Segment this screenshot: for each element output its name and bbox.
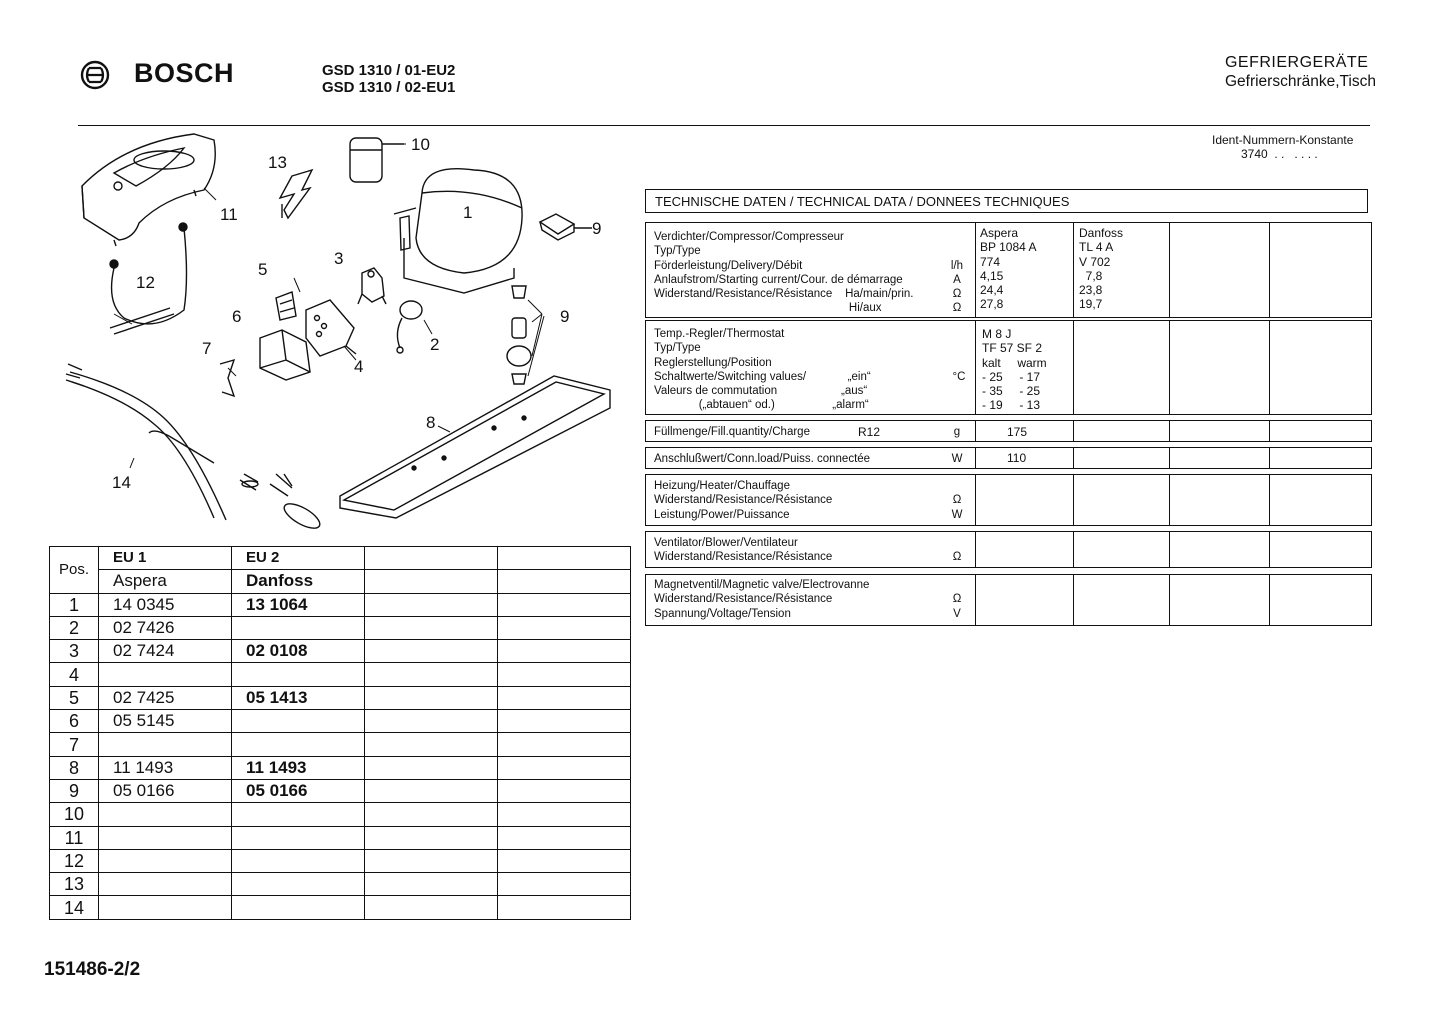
row-col-4	[498, 593, 631, 616]
row-pos: 5	[50, 686, 99, 709]
parts-table-body	[50, 593, 631, 919]
row-eu1-part-number	[99, 826, 232, 849]
row-eu2-part-number	[232, 873, 365, 896]
part-10-capacitor	[350, 138, 404, 182]
row-pos: 6	[50, 710, 99, 733]
row-pos: 7	[50, 733, 99, 756]
svg-text:9: 9	[560, 307, 570, 326]
part-1-compressor	[394, 169, 522, 293]
parts-table-row	[50, 593, 631, 616]
row-col-3	[365, 640, 498, 663]
parts-table-row	[50, 616, 631, 639]
row-eu2-part-number	[232, 616, 365, 639]
compressor-units: l/h A Ω Ω	[950, 259, 964, 315]
row-col-3	[365, 896, 498, 919]
row-pos: 10	[50, 803, 99, 826]
row-eu1-part-number	[99, 733, 232, 756]
row-col-3	[365, 616, 498, 639]
document-number: 151486-2/2	[44, 959, 141, 980]
col-header-eu2: EU 2	[232, 547, 365, 570]
part-8-base-rail	[340, 376, 610, 518]
row-pos: 3	[50, 640, 99, 663]
parts-table-row	[50, 756, 631, 779]
tech-data-title: TECHNISCHE DATEN / TECHNICAL DATA / DONNEES TECHNIQUES	[645, 189, 1368, 213]
model-numbers	[322, 62, 455, 96]
parts-table-row	[50, 663, 631, 686]
row-eu1-part-number	[99, 663, 232, 686]
model-line-2: GSD 1310 / 02-EU1	[322, 79, 456, 96]
row-eu1-part-number: 02 7424	[99, 640, 232, 663]
row-eu1-part-number	[99, 873, 232, 896]
row-col-4	[498, 896, 631, 919]
svg-text:4: 4	[354, 357, 364, 376]
row-eu2-part-number	[232, 710, 365, 733]
heater-section	[645, 474, 1372, 526]
parts-table	[49, 546, 631, 920]
valve-units: Ω V	[952, 593, 962, 620]
row-col-3	[365, 849, 498, 872]
row-eu2-part-number	[232, 803, 365, 826]
part-2-overload	[397, 301, 422, 353]
ident-value: 3740 . . . . . .	[1241, 147, 1318, 161]
brand-name: BOSCH	[134, 58, 235, 88]
col-subheader-3	[365, 570, 498, 593]
model-line-1: GSD 1310 / 01-EU2	[322, 62, 456, 79]
compressor-section	[645, 222, 1372, 318]
part-4-terminal-cover	[306, 300, 356, 356]
row-col-3	[365, 593, 498, 616]
parts-table-row	[50, 640, 631, 663]
svg-text:5: 5	[258, 260, 268, 279]
parts-table-row	[50, 710, 631, 733]
part-7-clip	[220, 360, 234, 396]
parts-table-row	[50, 686, 631, 709]
row-pos: 11	[50, 826, 99, 849]
row-col-4	[498, 616, 631, 639]
connected-load-unit: W	[951, 453, 963, 465]
fill-quantity-label: Füllmenge/Fill.quantity/Charge	[654, 426, 810, 438]
row-col-4	[498, 663, 631, 686]
row-eu2-part-number: 05 1413	[232, 686, 365, 709]
col-subheader-eu1: Aspera	[99, 570, 232, 593]
parts-table-row	[50, 803, 631, 826]
blower-labels: Ventilator/Blower/Ventilateur Widerstand/Resistance/Résistance	[654, 537, 833, 564]
part-13-clip	[280, 170, 312, 218]
thermostat-labels: Temp.-Regler/Thermostat Typ/Type Reglerstellung/Position Schaltwerte/Switching values/ „ein“ Valeurs de commutation „aus“ („abtauen“ od.) „alarm“	[654, 328, 871, 412]
row-col-3	[365, 663, 498, 686]
valve-labels: Magnetventil/Magnetic valve/Electrovanne Widerstand/Resistance/Résistance Spannung/Voltage/Tension	[654, 579, 870, 620]
row-col-4	[498, 826, 631, 849]
svg-text:12: 12	[136, 273, 155, 292]
row-col-4	[498, 849, 631, 872]
part-3-relay	[358, 268, 386, 304]
row-col-4	[498, 803, 631, 826]
exploded-parts-drawing	[44, 128, 644, 540]
magnetic-valve-section	[645, 574, 1372, 626]
row-eu2-part-number: 13 1064	[232, 593, 365, 616]
row-col-4	[498, 873, 631, 896]
row-col-3	[365, 826, 498, 849]
row-eu1-part-number: 14 0345	[99, 593, 232, 616]
row-col-3	[365, 873, 498, 896]
row-col-3	[365, 710, 498, 733]
parts-table-header	[50, 547, 631, 570]
blower-section	[645, 531, 1372, 568]
svg-text:13: 13	[268, 153, 287, 172]
col-header-3	[365, 547, 498, 570]
compressor-labels: Verdichter/Compressor/Compresseur Typ/Type Förderleistung/Delivery/Débit Anlaufstrom/Starting current/Cour. de démarrage Widerstand/Resistance/Résistance Ha/main/prin. Hi/aux	[654, 231, 914, 315]
svg-text:1: 1	[463, 203, 473, 222]
row-pos: 13	[50, 873, 99, 896]
row-col-3	[365, 756, 498, 779]
ident-number-block	[1212, 133, 1353, 161]
bosch-logo-icon	[80, 60, 110, 90]
row-col-4	[498, 710, 631, 733]
svg-text:9: 9	[592, 219, 602, 238]
row-eu1-part-number	[99, 803, 232, 826]
parts-table-subheader	[50, 570, 631, 593]
part-5-bracket	[276, 292, 296, 320]
row-pos: 14	[50, 896, 99, 919]
heater-labels: Heizung/Heater/Chauffage Widerstand/Resistance/Résistance Leistung/Power/Puissance	[654, 480, 833, 521]
fill-quantity-section	[645, 420, 1372, 442]
row-col-4	[498, 756, 631, 779]
connected-load-section	[645, 447, 1372, 469]
row-col-3	[365, 803, 498, 826]
row-eu1-part-number: 05 0166	[99, 779, 232, 802]
callout-numbers	[112, 135, 601, 492]
row-eu2-part-number	[232, 849, 365, 872]
row-pos: 9	[50, 779, 99, 802]
row-eu2-part-number	[232, 663, 365, 686]
row-eu2-part-number	[232, 733, 365, 756]
col-subheader-4	[498, 570, 631, 593]
row-col-3	[365, 733, 498, 756]
row-col-3	[365, 779, 498, 802]
callout-leaders	[114, 144, 592, 468]
row-pos: 4	[50, 663, 99, 686]
row-eu1-part-number: 11 1493	[99, 756, 232, 779]
fill-quantity-value: 175	[1007, 425, 1028, 439]
header-rule	[78, 125, 1370, 126]
fill-quantity-unit: g	[953, 426, 961, 438]
svg-text:8: 8	[426, 413, 436, 432]
pos-header: Pos.	[50, 547, 99, 594]
svg-text:3: 3	[334, 249, 344, 268]
col-header-4	[498, 547, 631, 570]
parts-table-row	[50, 733, 631, 756]
row-col-4	[498, 686, 631, 709]
parts-table-row	[50, 779, 631, 802]
part-6-starter	[260, 330, 310, 380]
row-eu1-part-number: 02 7425	[99, 686, 232, 709]
row-eu2-part-number: 05 0166	[232, 779, 365, 802]
row-eu2-part-number: 11 1493	[232, 756, 365, 779]
refrigerant-type: R12	[858, 425, 881, 439]
row-eu2-part-number: 02 0108	[232, 640, 365, 663]
row-eu2-part-number	[232, 896, 365, 919]
blower-units: Ω	[952, 551, 962, 564]
parts-table-row	[50, 896, 631, 919]
thermostat-section	[645, 320, 1372, 415]
row-col-4	[498, 640, 631, 663]
row-col-3	[365, 686, 498, 709]
part-9-mounting-set	[507, 286, 531, 384]
row-pos: 1	[50, 593, 99, 616]
row-eu1-part-number	[99, 849, 232, 872]
row-eu1-part-number: 02 7426	[99, 616, 232, 639]
compressor-danfoss-values: Danfoss TL 4 A V 702 7,8 23,8 19,7	[1079, 226, 1124, 312]
part-14-power-cable	[66, 364, 323, 533]
row-pos: 12	[50, 849, 99, 872]
svg-text:14: 14	[112, 473, 131, 492]
svg-text:11: 11	[220, 205, 238, 224]
row-eu1-part-number: 05 5145	[99, 710, 232, 733]
compressor-aspera-values: Aspera BP 1084 A 774 4,15 24,4 27,8	[980, 226, 1037, 312]
ident-label: Ident-Nummern-Konstante	[1212, 133, 1354, 147]
svg-text:7: 7	[202, 339, 212, 358]
connected-load-value: 110	[1007, 451, 1027, 465]
category-title: GEFRIERGERÄTE	[1224, 54, 1369, 71]
parts-table-row	[50, 826, 631, 849]
col-subheader-eu2: Danfoss	[232, 570, 365, 593]
row-col-4	[498, 779, 631, 802]
part-11-drip-tray	[82, 134, 215, 246]
thermostat-values: M 8 J TF 57 SF 2 kalt warm - 25 - 17 - 35 - 25 - 19 - 13	[982, 327, 1047, 413]
col-header-eu1: EU 1	[99, 547, 232, 570]
svg-text:10: 10	[411, 135, 430, 154]
category-heading	[1225, 53, 1376, 91]
row-pos: 2	[50, 616, 99, 639]
part-9-grommet	[540, 214, 592, 240]
svg-text:6: 6	[232, 307, 242, 326]
row-eu2-part-number	[232, 826, 365, 849]
parts-table-row	[50, 849, 631, 872]
row-pos: 8	[50, 756, 99, 779]
category-subtitle: Gefrierschränke,Tisch	[1224, 73, 1376, 90]
heater-units: Ω W	[951, 494, 963, 521]
parts-table-row	[50, 873, 631, 896]
connected-load-label: Anschlußwert/Conn.load/Puiss. connectée	[654, 453, 871, 465]
row-eu1-part-number	[99, 896, 232, 919]
thermostat-units: °C	[952, 370, 966, 383]
row-col-4	[498, 733, 631, 756]
svg-text:2: 2	[430, 335, 440, 354]
